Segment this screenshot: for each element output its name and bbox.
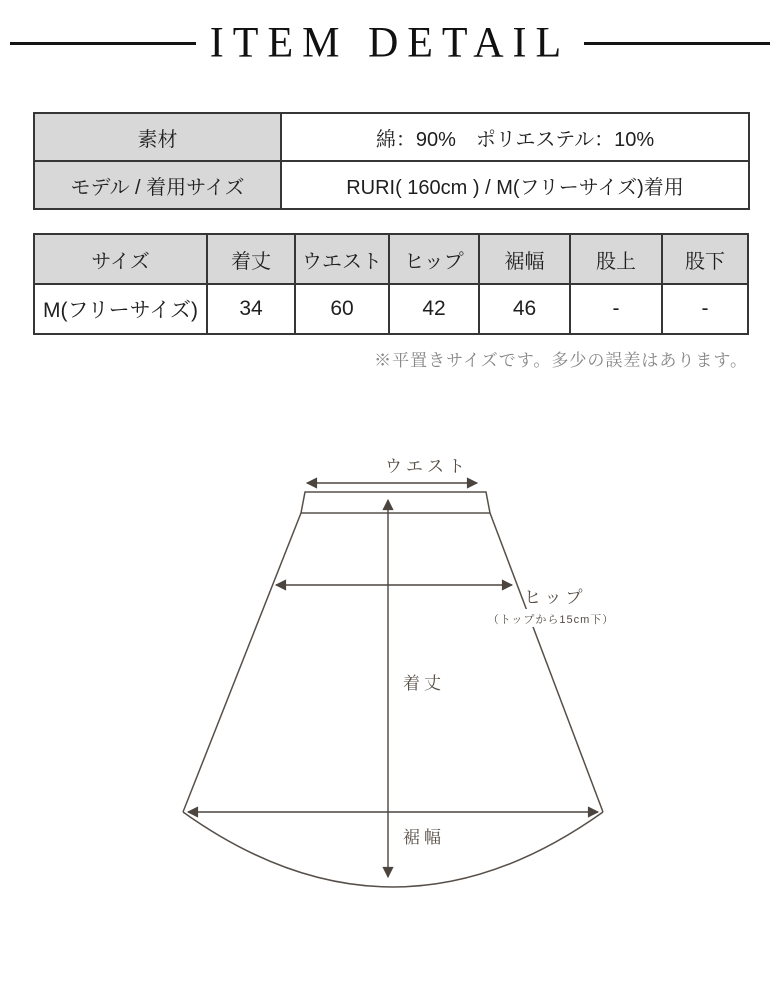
col-header-length: 着丈 [207, 234, 295, 284]
material-value: 綿：90% ポリエステル：10% [281, 113, 749, 161]
col-header-size: サイズ [34, 234, 207, 284]
model-size-value: RURI( 160cm ) / M(フリーサイズ)着用 [281, 161, 749, 209]
col-header-hip: ヒップ [389, 234, 479, 284]
flat-measure-note: ※平置きサイズです。多少の誤差はあります。 [374, 351, 748, 370]
cell-hem: 46 [479, 284, 570, 334]
table-row [34, 161, 749, 209]
hem-label: 裾幅 [403, 828, 445, 847]
cell-length: 34 [207, 284, 295, 334]
cell-inseam: - [662, 284, 748, 334]
col-header-waist: ウエスト [295, 234, 389, 284]
material-label: 素材 [34, 113, 281, 161]
length-label: 着丈 [403, 674, 445, 693]
hip-note-label: （トップから15cm下） [487, 614, 615, 626]
header-left-rule [10, 42, 196, 45]
page-title: ITEM DETAIL [209, 19, 571, 67]
cell-rise: - [570, 284, 662, 334]
cell-waist: 60 [295, 284, 389, 334]
table-row [34, 113, 749, 161]
size-table [33, 233, 749, 335]
col-header-inseam: 股下 [662, 234, 748, 284]
hip-label: ヒップ [524, 588, 587, 607]
hem-curve [183, 812, 603, 887]
skirt-right-seam [490, 513, 603, 812]
size-table-header-row [34, 234, 748, 284]
skirt-left-seam [183, 513, 301, 812]
skirt-measurement-diagram [0, 430, 780, 930]
waistband-outline [301, 492, 490, 513]
cell-hip: 42 [389, 284, 479, 334]
size-table-data-row [34, 284, 748, 334]
header-right-rule [584, 42, 770, 45]
col-header-hem: 裾幅 [479, 234, 570, 284]
waist-label: ウエスト [385, 457, 469, 476]
model-size-label: モデル / 着用サイズ [34, 161, 281, 209]
page-header [0, 18, 780, 68]
material-model-table [33, 112, 750, 210]
col-header-rise: 股上 [570, 234, 662, 284]
cell-size: M(フリーサイズ) [34, 284, 207, 334]
